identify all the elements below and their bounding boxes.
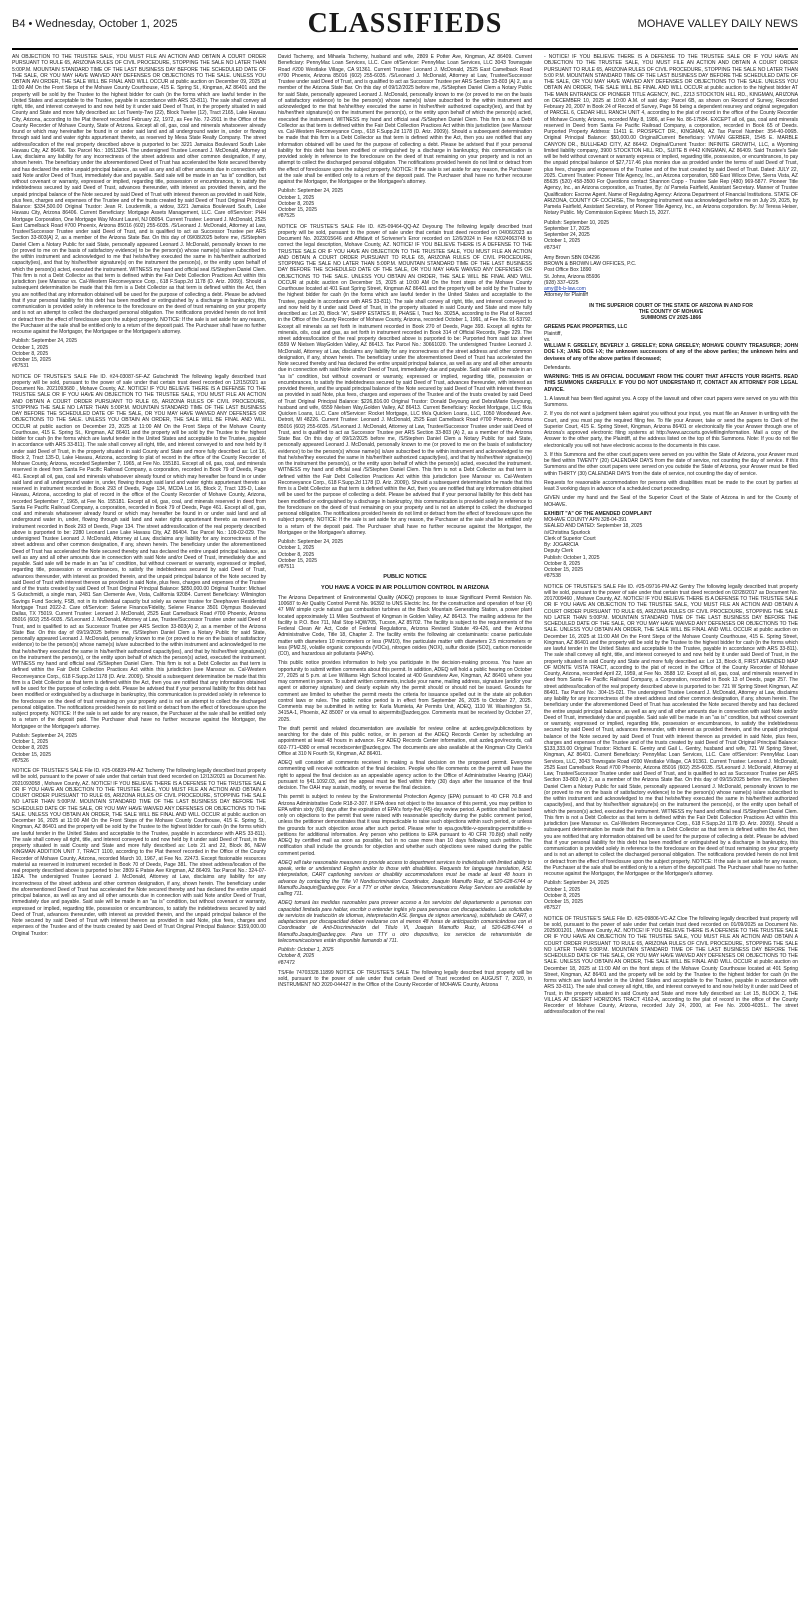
- legal-notice: [544, 584, 798, 912]
- notice-body: NOTICE OF TRUSTEE'S SALE File ID. #25-09716-PM-AZ Gentry The following legally described trust property will be sold, pursuant to the power of sale under that certain trust deed recorded on 02/28/2017 as Document No. 2017009460 , Mohave County, AZ. NOTICE! IF YOU BELIEVE THERE IS A DEFENSE TO THE TRUSTEE SALE OR IF YOU HAVE AN OBJECTION TO THE TRUSTEE SALE, YOU MUST FILE AN ACTION AND OBTAIN A COURT ORDER PURSUANT TO RULE 65, ARIZONA RULES OF CIVIL PROCEDURE, STOPPING THE SALE NO LATER THAN 5:00P.M. MOUNTAIN STANDARD TIME OF THE LAST BUSINESS DAY BEFORE THE SCHEDULED DATE OF THE SALE, OR YOU MAY HAVE WAIVED ANY DEFENSES OR OBJECTIONS TO THE SALE. UNLESS YOU OBTAIN AN ORDER, THE SALE WILL BE FINAL AND WILL OCCUR at public auction on December 16, 2025 at 11:00 AM On the Front Steps of the Mohave County Courthouse, 415 E. Spring Street, Kingman, AZ 86401 and the property will be sold by the Trustee to the highest bidder for cash (in the forms which are lawful tender in the United States and acceptable to the Trustee, payable in accordance with ARS 33-811). The sale shall convey all right, title, and interest conveyed to and now held by it under said Deed of Trust, in the property situated in said County and State and more fully described as: Lot 13, Block 8, FIRST AMENDED MAP OF MONTE VISTA TRACT, according to the plat of record in the Office of the County Recorder of Mohave County, Arizona, recorded April 22, 1959, at Fee No. 3588 1/2. Except all oil, gas, coal, and minerals reserved in deed from Santa Fe Pacific Railroad Company, a Corporation, recorded in Book 13 of Deeds, page 257. The street address/location of the real property described above is purported to be: 721 W Spring Street Kingman, AZ 86401. Tax Parcel No.: 304-15-021. The undersigned Trustee Leonard J. McDonald, Attorney at Law, disclaims any liability for any incorrectness of the street address and other common designation, if any, shown herein. The beneficiary under the aforementioned Deed of Trust has accelerated the Note secured thereby and has declared the entire unpaid principal balance, as well as any and all other amounts due in connection with said Note and/or Deed of Trust, immediately due and payable. Said sale will be made in an "as is" condition, but without covenant or warranty, expressed or implied, regarding title, possession or encumbrances, to satisfy the indebtedness secured by said Deed of Trust, advances thereunder, with interest as provided therein, and the unpaid principal balance of the Note secured by said Deed of Trust with interest thereon as provided in said Note, plus fees, charges and expenses of the Trustee and of the trusts created by said Deed of Trust Original Principal Balance: $133,333.00 Original Trustor: Richard E. Gentry and Gail L. Gentry, husband and wife, 721 W Spring Street, Kingman, AZ 86401. Current Beneficiary: PennyMac Loan Services, LLC. Care of/Servicer: PennyMac Loan Services, LLC, 3043 Townsgate Road #200 Westlake Village, CA 91361. Current Trustee: Leonard J. McDonald, 2525 East Camelback Road #700 Phoenix, Arizona 85016 (602) 255-6035. /S/Leonard J. McDonald, Attorney at Law, Trustee/Successor Trustee under said Deed of Trust, and is qualified to act as Successor Trustee per ARS Section 33-803 (A) 2, as a member of the Arizona State Bar. On this day of 09/15/2025 before me, /S/Stephen Daniel Clem a Notary Public for said State, personally appeared Leonard J. McDonald, personally known to me (or proved to me on the basis of satisfactory evidence) to be the person(s) whose name(s) is/are subscribed to the within instrument and acknowledged to me that he/she/they executed the same in his/her/their authorized capacity(ies), and that by his/her/their signature(s) on the instrument the person(s), or the entity upon behalf of which the person(s) acted, executed the instrument. WITNESS my hand and official seal /S/Stephen Daniel Clem. This firm is not a Debt Collector as that term is defined within the Fair Debt Collection Practices Act within this jurisdiction (see Mansour vs. Cal-Western Reconveyance Corp., 618 F.Supp.2d 1178 (D. Ariz. 2009)). Should a subsequent determination be made that this firm is a Debt Collector as that term is defined within the Act, then you are notified that any information obtained will be used for the purpose of collecting a debt. Please be advised that if your personal liability for this debt has been modified or extinguished by a discharge in bankruptcy, this communication is provided solely in reference to the foreclosure on the deed of trust remaining on your property and is not an attempt to collect the discharged personal obligation. The notifications provided herein do not limit or detract from the effect of foreclosure upon the subject property. NOTICE: If the sale is set aside for any reason, the Purchaser at the sale shall be entitled only to a return of the deposit paid. The Purchaser shall have no further recourse against the Mortgagor, the Mortgagee or the Mortgagee's attorney.: [544, 583, 798, 877]
- notice-id: #87538: [544, 573, 561, 580]
- summons-paragraph: GIVEN under my hand and the Seal of the Superior Court of the State of Arizona in and for the County of MOHAVE.: [544, 495, 798, 508]
- legal-notice: [278, 224, 532, 571]
- publish-date: October 8, 2025: [278, 551, 315, 558]
- notice-paragraph: The Arizona Department of Environmental Quality (ADEQ) proposes to issue Significant Permit Revision No. 100687 to Air Quality Control Permit No. 96392 to UNS Electric Inc. for the construction and operation of four (4) 47 MW simple cycle natural gas combustion turbines at the Black Mountain Generating Station, a power plant located approximately 11 Miles Southwest of Kingman in Golden Valley, AZ 86413. The mailing address for the facility is P.O. Box 711, Mail Stop HQW705, Tucson, AZ 85702. The facility is subject to the requirements of the Federal Clean Air Act, Code of Federal Regulations, Arizona Revised Statute 49-426, and the Arizona Administrative Code, Title 18, Chapter 2. The facility emits the following air contaminants: coarse particulate matter with diameters 10 micrometers or less (PM10), fine particulate matter with diameters 2.5 micrometers or less (PM2.5), volatile organic compounds (VOCs), nitrogen oxides (NOX), sulfur dioxide (SO2), carbon monoxide (CO), and hazardous air pollutants (HAPs).: [278, 594, 532, 657]
- notice-id: #87511: [278, 564, 295, 570]
- legal-notice: [12, 54, 266, 370]
- plaintiff-name: GREENS PEAK PROPERTIES, LLC: [544, 324, 628, 331]
- exhibit-line: By: JOGARCIA: [544, 542, 579, 548]
- publish-date: October 1, 2025: [12, 344, 49, 351]
- attorney-line: BROWN & BROWN LAW OFFICES, P.C.: [544, 261, 637, 267]
- publish-date: Publish: October 1, 2025: [278, 947, 334, 953]
- publish-date: October 1, 2025: [278, 545, 315, 552]
- attorney-line: Attorney for Plaintiff: [544, 292, 588, 299]
- summons-paragraph: 2. If you do not want a judgment taken against you without your input, you must file an Answer in writing with the Court, and you must pay the required filing fee. To file your Answer, take or send the papers to Clerk of the Superior Court, 415 E. Spring Street, Kingman, Arizona 86401 or electronically file your Answer through one of Arizona's approved electronic filing systems at http://www.azcourts.gov/efilinginformation. Mail a copy of the Answer to the other party, the Plaintiff, at the address listed on the top of this Summons. Note: If you do not file electronically you will not have electronic access to the documents in this case.: [544, 411, 798, 449]
- notice-id: #87531: [12, 363, 29, 370]
- publish-date: October 8, 2025: [12, 745, 49, 752]
- exhibit-line: MOHAVE COUNTY APN 328-04-391: [544, 517, 627, 523]
- versus-label: vs.: [544, 336, 551, 343]
- summons-notice: [544, 255, 798, 580]
- attorney-line: Post Office Box 1890: [544, 267, 592, 274]
- publish-date: September 24, 2025: [544, 232, 590, 238]
- public-notice-heading: PUBLIC NOTICE: [383, 574, 427, 581]
- notice-body: NOTICE OF TRUSTEE'S SALE File ID. #25-06839-PM-AZ Tschemy The following legally described trust property will be sold, pursuant to the power of sale under that certain trust deed recorded on 12/13/2021 as Document No. 2021093058 , Mohave County, AZ. NOTICE! IF YOU BELIEVE THERE IS A DEFENSE TO THE TRUSTEE SALE OR IF YOU HAVE AN OBJECTION TO THE TRUSTEE SALE, YOU MUST FILE AN ACTION AND OBTAIN A COURT ORDER PURSUANT TO RULE 65, ARIZONA RULES OF CIVIL PROCEDURE, STOPPING THE SALE NO LATER THAN 5:00P.M. MOUNTAIN STANDARD TIME OF THE LAST BUSINESS DAY BEFORE THE SCHEDULED DATE OF THE SALE, OR YOU MAY HAVE WAIVED ANY DEFENSES OR OBJECTIONS TO THE SALE. UNLESS YOU OBTAIN AN ORDER, THE SALE WILL BE FINAL AND WILL OCCUR at public auction on December 16, 2025 at 11:00 AM On the Front Steps of the Mohave County Courthouse, 415 E. Spring St., Kingman, AZ 86401 and the property will be sold by the Trustee to the highest bidder for cash (in the forms which are lawful tender in the United States and acceptable to the Trustee, payable in accordance with ARS 33-811). The sale shall convey all right, title, and interest conveyed to and now held by it under said Deed of Trust, in the property situated in said County and State and more fully described as: Lots 21 and 22, Block 86, NEW KINGMAN ADDITION UNIT 7, TRACT 1100, according to the Plat thereof recorded in the Office of the County Recorder of Mohave County, Arizona, recorded March 10, 1967, at Fee No. 22473. Except fissionable resources material as reserved in instrument recorded in Book 70 of Deeds, Page 381. The street address/location of the real property described above is purported to be: 2809 E Patsie Ave Kingman, AZ 86409. Tax Parcel No.: 324-07-182A. The undersigned Trustee Leonard J. McDonald, Attorney at Law, disclaims any liability for any incorrectness of the street address and other common designation, if any, shown herein. The beneficiary under the aforementioned Deed of Trust has accelerated the Note secured thereby and has declared the entire unpaid principal balance, as well as any and all other amounts due in connection with said Note and/or Deed of Trust, immediately due and payable. Said sale will be made in an "as is" condition, but without covenant or warranty, expressed or implied, regarding title, possession or encumbrances, to satisfy the indebtedness secured by said Deed of Trust, advances thereunder, with interest as provided therein, and the unpaid principal balance of the Note secured by said Deed of Trust with interest thereon as provided in said Note, plus fees, charges and expenses of the Trustee and of the trusts created by said Deed of Trust Original Principal Balance: $159,000.00 Original Trustor:: [12, 768, 266, 937]
- legal-notice: [12, 768, 266, 937]
- attorney-line: (928) 337-4225: [544, 279, 579, 286]
- publish-date: October 15, 2025: [12, 357, 52, 363]
- publish-date: October 15, 2025: [12, 751, 52, 758]
- notice-body: NOTICE OF TRUSTEE'S SALE File ID. #25-09806-VC-AZ Cloe The following legally described trust property will be sold, pursuant to the power of sale under that certain trust deed recorded on 01/09/2025 as Document No. 2025001201 , Mohave County, AZ. NOTICE! IF YOU BELIEVE THERE IS A DEFENSE TO THE TRUSTEE SALE OR IF YOU HAVE AN OBJECTION TO THE TRUSTEE SALE, YOU MUST FILE AN ACTION AND OBTAIN A COURT ORDER PURSUANT TO RULE 65, ARIZONA RULES OF CIVIL PROCEDURE, STOPPING THE SALE NO LATER THAN 5:00P.M. MOUNTAIN STANDARD TIME OF THE LAST BUSINESS DAY BEFORE THE SCHEDULED DATE OF THE SALE, OR YOU MAY HAVE WAIVED ANY DEFENSES OR OBJECTIONS TO THE SALE. UNLESS YOU OBTAIN AN ORDER, THE SALE WILL BE FINAL AND WILL OCCUR at public auction on December 18, 2025 at 11:00 AM on the front steps of the Mohave County Courthouse located at 401 Spring Street, Kingman, AZ 86401 and the property will be sold by the Trustee to the highest bidder for cash (in the forms which are lawful tender in the United States and acceptable to the Trustee, payable in accordance with ARS 33-811). The sale shall convey all right, title, and interest conveyed to and now held by it under said Deed of Trust, in the property situated in said County and State and more fully described as: Lot 15, BLOCK 2, THE VILLAS AT DESERT HORIZONS TRACT 4162-A, according to the plat of record in the office of the County Recorder of Mohave County, Arizona, recorded July 24, 2000, at Fee No. 2000-40351.. The street address/location of the real: [544, 915, 798, 1016]
- notice-body: NOTICE OF TRUSTEE'S SALE File ID. #25-09464-QQ-AZ Deyoung The following legally described trust property will be sold, pursuant to the power of sale under that certain trust deed recorded on 04/06/2023 as Document No. 2023015646 and Affidavit of Scrivener's Error recorded on 12/6/2024 in Fee #2024063748 to correct the legal description, Mohave County, AZ. NOTICE! IF YOU BELIEVE THERE IS A DEFENSE TO THE TRUSTEE SALE OR IF YOU HAVE AN OBJECTION TO THE TRUSTEE SALE, YOU MUST FILE AN ACTION AND OBTAIN A COURT ORDER PURSUANT TO RULE 65, ARIZONA RULES OF CIVIL PROCEDURE, STOPPING THE SALE NO LATER THAN 5:00P.M. MOUNTAIN STANDARD TIME OF THE LAST BUSINESS DAY BEFORE THE SCHEDULED DATE OF THE SALE, OR YOU MAY HAVE WAIVED ANY DEFENSES OR OBJECTIONS TO THE SALE. UNLESS YOU OBTAIN AN ORDER, THE SALE WILL BE FINAL AND WILL OCCUR at public auction on December 15, 2025 at 10:00 AM On the front steps of the Mohave County Courthouse located at 401 East Spring Street, Kingman AZ 86401 and the property will be sold by the Trustee to the highest bidder for cash (in the forms which are lawful tender in the United States and acceptable to the Trustee, payable in accordance with ARS 33-811). The sale shall convey all right, title, and interest conveyed to and now held by it under said Deed of Trust, in the property situated in said County and State and more fully described as: Lot 20, Block "A", SHIPP ESTATES III, PHASE I, Tract No. 3025A, according to the Plat of Record in the Office of the County Recorder of Mohave County, Arizona, recorded October 1, 1991, at Fee No. 91-53792. Except all minerals as set forth in instrument recorded in Book 270 of Deeds, Page 393. Except all rights for minerals, oils, coal and gas, as set forth in instrument recorded in Book 314 of Official Records, Page 229. The street address/location of the real property described above is purported to be: Purported from said tax sheet 6559 W Nielsen WayGolden Valley, AZ 86413. Tax Parcel No.: 30661020. The undersigned Trustee Leonard J. McDonald, Attorney at Law, disclaims any liability for any incorrectness of the street address and other common designation, if any, shown herein. The beneficiary under the aforementioned Deed of Trust has accelerated the Note secured thereby and has declared the entire unpaid principal balance, as well as any and all other amounts due in connection with said Note and/or Deed of Trust, immediately due and payable. Said sale will be made in an "as is" condition, but without covenant or warranty, expressed or implied, regarding title, possession or encumbrances, to satisfy the indebtedness secured by said Deed of Trust, advances thereunder, with interest as provided therein, and the unpaid principal balance of the Note secured by said Deed of Trust with interest thereon as provided in said Note, plus fees, charges and expenses of the Trustee and of the trusts created by said Deed of Trust Original Principal Balance: $226,816.00 Original Trustor: Donald Deyoung and DebraMarie Deyoung, husband and wife, 6559 Nielsen Way,Golden Valley, AZ 86413. Current Beneficiary: Rocket Mortgage, LLC f/k/a Quicken Loans, LLC. Care of/Servicer: Rocket Mortgage, LLC f/k/a Quicken Loans, LLC, 1050 Woodward Ave. Detroit, MI 48226. Current Trustee: Leonard J. McDonald, 2525 East Camelback Road #700 Phoenix, Arizona 85016 (602) 255-6035. /S/Leonard J. McDonald, Attorney at Law, Trustee/Successor Trustee under said Deed of Trust, and is qualified to act as Successor Trustee per ARS Section 33-803 (A) 2, as a member of the Arizona State Bar. On this day of 09/12/2025 before me, /S/Stephen Daniel Clem a Notary Public for said State, personally appeared Leonard J. McDonald, personally known to me (or proved to me on the basis of satisfactory evidence) to be the person(s) whose name(s) is/are subscribed to the within instrument and acknowledged to me that he/she/they executed the same in his/her/their authorized capacity(ies), and that by his/her/their signature(s) on the instrument the person(s), or the entity upon behalf of which the person(s) acted, executed the instrument. WITNESS my hand and official seal /S/Stephen Daniel Clem. This firm is not a Debt Collector as that term is defined within the Fair Debt Collection Practices Act within this jurisdiction (see Mansour vs. Cal-Western Reconveyance Corp., 618 F.Supp.2d 1178 (D. Ariz. 2009)). Should a subsequent determination be made that this firm is a Debt Collector as that term is defined within the Act, then you are notified that any information obtained will be used for the purpose of collecting a debt. Please be advised that if your personal liability for this debt has been modified or extinguished by a discharge in bankruptcy, this communication is provided solely in reference to the foreclosure on the deed of trust remaining on your property and is not an attempt to collect the discharged personal obligation. The notifications provided herein do not limit or detract from the effect of foreclosure upon the subject property. NOTICE: If the sale is set aside for any reason, the Purchaser at the sale shall be entitled only to a return of the deposit paid. The Purchaser shall have no further recourse against the Mortgagor, the Mortgagee or the Mortgagee's attorney.: [278, 223, 532, 536]
- summons-paragraph: Requests for reasonable accommodation for persons with disabilities must be made to the court by parties at least 3 working days in advance of a scheduled court proceeding.: [544, 479, 798, 492]
- publish-date: October 15, 2025: [544, 567, 584, 573]
- notice-id: #87527: [544, 905, 561, 912]
- column-1: [12, 54, 266, 1610]
- publish-dates: Publish: September 24, 2025: [12, 732, 78, 739]
- notice-body: AN OBJECTION TO THE TRUSTEE SALE, YOU MUST FILE AN ACTION AND OBTAIN A COURT ORDER PURSUANT TO RULE 65, ARIZONA RULES OF CIVIL PROCEDURE, STOPPING THE SALE NO LATER THAN 5:00P.M. MOUNTAIN STANDARD TIME OF THE LAST BUSINESS DAY BEFORE THE SCHEDULED DATE OF THE SALE, OR YOU MAY HAVE WAIVED ANY DEFENSES OR OBJECTIONS TO THE SALE. UNLESS YOU OBTAIN AN ORDER, THE SALE WILL BE FINAL AND WILL OCCUR at public auction on December 09, 2025 at 11:00 AM On the Front Steps of the Mohave County Courthouse, 415 E. Spring St., Kingman, AZ 86401 and the property will be sold by the Trustee to the highest bidder for cash (in the forms which are lawful tender in the United States and acceptable to the Trustee, payable in accordance with ARS 33-811). The sale shall convey all right, title, and interest conveyed to and now held by it under said Deed of Trust, in the property situated in said County and State and more fully described as: Lot Twenty-Two (22), Block Twelve (12), Tract 2165, Lake Havasu City, Arizona, according to the Plat thereof recorded February 22, 1972, as Fee No. 72-2911 in the Office of the County Recorder of Mohave County, State of Arizona. Except all oil, gas, coal and minerals whatsoever already found or which may hereinafter be found in or under said land and all underground water in, under or flowing through said land and water rights appurtenant thereto, as reserved by Mesa State Realty Company. The street address/location of the real property described above is purported to be: 3221 Jamaica Boulevard South Lake Havasu City, AZ 86406. Tax Parcel No.: 10513294. The undersigned Trustee Leonard J. McDonald, Attorney at Law, disclaims any liability for any incorrectness of the street address and other common designation, if any, shown herein. The beneficiary under the aforementioned Deed of Trust has accelerated the Note secured thereby and has declared the entire unpaid principal balance, as well as any and all other amounts due in connection with said Note and/or Deed of Trust, immediately due and payable. Said sale will be made in an "as is" condition, but without covenant or warranty, expressed or implied, regarding title, possession or encumbrances, to satisfy the indebtedness secured by said Deed of Trust, advances thereunder, with interest as provided therein, and the unpaid principal balance of the Note secured by said Deed of Trust with interest thereon as provided in said Note, plus fees, charges and expenses of the Trustee and of the trusts created by said Deed of Trust Original Principal Balance: $334,500.00 Original Trustor: Jean R. Loudermilk, a widow, 3221 Jamaica Boulevard South, Lake Havasu City, Arizona 86406. Current Beneficiary: Mortgage Assets Management, LLC. Care of/Servicer: PHH Mortgage Corporation, One Mortgage Way Mount Laurel, NJ 08054. Current Trustee: Leonard J. McDonald, 2525 East Camelback Road #700 Phoenix, Arizona 85016 (602) 255-6035. /S/Leonard J. McDonald, Attorney at Law, Trustee/Successor Trustee under said Deed of Trust, and is qualified to act as Successor Trustee per ARS Section 33-803(A) 2, as a member of the Arizona State Bar. On this day of 09/08/2025 before me, /S/Stephen Daniel Clem a Notary Public for said State, personally appeared Leonard J. McDonald, personally known to me (or proved to me on the basis of satisfactory evidence) to be the person(s) whose name(s) is/are subscribed to the within instrument and acknowledged to me that he/she/they executed the same in his/her/their authorized capacity(ies), and that by his/her/their signature(s) on the instrument the person(s), or the entity upon behalf of which the person(s) acted, executed the instrument. WITNESS my hand and official seal /S/Stephen Daniel Clem. This firm is not a Debt Collector as that term is defined within the Fair Debt Collection Practices Act within this jurisdiction (see Mansour vs. Cal-Western Reconveyance Corp., 618 F.Supp.2d 1178 (D. Ariz. 2009)). Should a subsequent determination be made that this firm is a Debt Collector as that term is defined within the Act, then you are notified that any information obtained will be used for the purpose of collecting a debt. Please be advised that if your personal liability for this debt has been modified or extinguished by a discharge in bankruptcy, this communication is provided solely in reference to the foreclosure on the deed of trust remaining on your property and is not an attempt to collect the discharged personal obligation. The notifications provided herein do not limit or detract from the effect of foreclosure upon the subject property. NOTICE: If the sale is set aside for any reason, the Purchaser at the sale shall be entitled only to a return of the deposit paid. The Purchaser shall have no further recourse against the Mortgagor, the Mortgagee or the Mortgagee's attorney.: [12, 54, 266, 335]
- summons-paragraph: 1. A lawsuit has been filed against you. A copy of the lawsuit and other court papers were served on you with this Summons.: [544, 395, 798, 408]
- notice-id: #87525: [278, 213, 295, 220]
- legal-notice: [278, 54, 532, 220]
- publish-date: October 8, 2025: [12, 350, 49, 357]
- section-title: CLASSIFIEDS: [307, 8, 503, 39]
- attorney-email-link[interactable]: amy@b-b-law.com: [544, 286, 586, 292]
- publication-name: MOHAVE VALLEY DAILY NEWS: [637, 18, 798, 30]
- publish-date: October 1, 2025: [544, 886, 581, 893]
- notice-paragraph: This permit is subject to review by the Environmental Protection Agency (EPA) pursuant to 40 CFR 70.8 and Arizona Administrative Code R18-2-307. If EPA does not object to the issuance of this permit, you may petition to EPA within sixty (60) days after the expiration of EPA's forty-five (45)-day review period. A petition shall be based only on objections to the permit that were raised with reasonable specificity during the public comment period, unless the petitioner demonstrates that it was impracticable to raise such objections within such period, or unless the grounds for such objection arose after such period. Please refer to epa.gov/title-v-operating-permits/title-v-petitions for additional information. Any person who petitions to EPA pursuant to 40 CFR 70.8(d) shall notify ADEQ by certified mail as soon as possible, but in no case more than 10 days following such petition. The notification shall include the grounds for objection and whether such objections were raised during the public comment period.: [278, 794, 532, 857]
- publish-date: October 8, 2025: [544, 560, 581, 567]
- exhibit-heading: EXHIBIT "A" OF THE AMENDED COMPLAINT: [544, 510, 652, 517]
- publish-date: October 1, 2025: [12, 739, 49, 745]
- classifieds-columns: [12, 54, 798, 1610]
- notice-paragraph-spanish: ADEQ tomará las medidas razonables para proveer acceso a los servicios del departamento a personas con capacidad limitada para hablar, escribir o entender inglés y/o para personas con discapacidades. Las solicitudes de servicios de traducción de idiomas, interpretación ASL (lengua de signos americana), subtitulado de CART, o adaptaciones por discapacidad deben realizarse con al menos 48 horas de anticipación comunicándose con el Coordinador de Anti-Discriminación del Título VI, Joaquin Mamuffo Ruiz, al 520-628-6744 o Mamuffo.Joaquin@azdeq.gov. Para un TTY u otro dispositivo, los servicios de retransmisión de telecomunicaciones están disponible llamando al 711.: [278, 900, 532, 944]
- public-notice-air-permit: [278, 574, 532, 966]
- court-caption: THE COUNTY OF MOHAVE: [638, 308, 704, 315]
- column-2: [278, 54, 532, 1610]
- publish-date: October 15, 2025: [544, 899, 584, 905]
- column-3: [544, 54, 798, 1610]
- defendants-label: Defendants.: [544, 364, 572, 371]
- notice-id: #87472: [278, 959, 295, 966]
- summons-paragraph: 3. If this Summons and the other court papers were served on you within the State of Arizona, your Answer must be filed within TWENTY (20) CALENDAR DAYS from the date of service, not counting the day of service. If this Summons and the other court papers were served on you outside the State of Arizona, your Answer must be filed within THIRTY (30) CALENDAR DAYS from the date of service, not counting the day of service.: [544, 451, 798, 477]
- notice-paragraph: This public notice provides information to help you participate in the decision-making process. You have an opportunity to submit written comments about this permit. In addition, ADEQ will hold a public hearing on October 27, 2025 at 5 p.m. at Lee Williams High School located at 400 Grandview Ave, Kingman, AZ 86401 where you may comment in person. To submit written comments, include your name, mailing address, signature (and/or your agent or attorney signature) and clearly explain why the permit should or should not be issued. Grounds for comment are limited to whether the permit meets the criteria for issuance spelled out in the state air pollution control laws or rules. The public notice period is in effect from September 26, 2025 to October 27, 2025. Comments may be submitted in writing to: Karla Mumieta, Air Permits Unit, ADEQ, 1110 W. Washington St., 3415A-1, Phoenix, AZ 85007 or via email to airpermits@azdeq.gov. Comments must be received by October 27, 2025.: [278, 660, 532, 723]
- publish-date: October 8, 2025: [278, 200, 315, 207]
- publish-date: Publish: September 10, 2025: [544, 219, 610, 226]
- summons-warning: WARNING: THIS IS AN OFFICIAL DOCUMENT FROM THE COURT THAT AFFECTS YOUR RIGHTS. READ THIS SUMMONS CAREFULLY. IF YOU DO NOT UNDERSTAND IT, CONTACT AN ATTORNEY FOR LEGAL ADVICE.: [544, 374, 798, 393]
- page-header: [12, 8, 798, 50]
- publish-date: October 15, 2025: [278, 557, 318, 564]
- plaintiff-label: Plaintiff,: [544, 330, 562, 337]
- notice-id: #87347: [544, 244, 561, 251]
- publish-date: October 1, 2025: [278, 194, 315, 201]
- publish-date: October 15, 2025: [278, 207, 318, 213]
- notice-paragraph: The draft permit and related documentation are available for review online at azdeq.gov/publicnotices by searching for the date of this public notice, or in person at the ADEQ Records Center by scheduling an appointment at least 48 hours in advance. For ADEQ Records Center information, visit azdeq.gov/records, call 602-771-4380 or email recordscenter@azdeq.gov. The documents are also available at the Kingman City Clerk's Office at 310 N Fourth St, Kingman, AZ 86401.: [278, 725, 532, 757]
- exhibit-line: /s/Christina Spurlock: [544, 529, 591, 536]
- publish-date: Publish: September 24, 2025: [278, 539, 344, 545]
- publish-date: October 1, 2025: [544, 238, 581, 245]
- notice-body: David Tschemy, and Mihaela Tschemy, husband and wife, 2809 E Potter Ave, Kingman, AZ 86409. Current Beneficiary: PennyMac Loan Services, LLC. Care of/Servicer: PennyMac Loan Services, LLC 3043 Townsgate Road #200 Westlake Village, CA 91361. Current Trustee: Leonard J. McDonald, 2525 East Camelback Road #700 Phoenix, Arizona 85016 (602) 255-6035. /S/Leonard J. McDonald, Attorney at Law, Trustee/Successor Trustee under said Deed of Trust, and is qualified to act as Successor Trustee per ARS Section 33-803 (A) 2, as a member of the Arizona State Bar. On this day of 09/12/2025 before me, /S/Stephen Daniel Clem a Notary Public for said State, personally appeared Leonard J. McDonald, personally known to me (or proved to me on the basis of satisfactory evidence) to be the person(s) whose name(s) is/are subscribed to the within instrument and acknowledged to me that he/she/they executed the same in his/her/their authorized capacity(ies), and that by his/her/their signature(s) on the instrument the person(s), or the entity upon behalf of which the person(s) acted, executed the instrument. WITNESS my hand and official seal /S/Stephen Daniel Clem. This firm is not a Debt Collector as that term is defined within the Fair Debt Collection Practices Act within this jurisdiction (see Mansour vs. Cal-Western Reconveyance Corp., 618 F.Supp.2d 1178 (D. Ariz. 2009)). Should a subsequent determination be made that this firm is a Debt Collector as that term is defined within the Act, then you are notified that any information obtained will be used for the purpose of collecting a debt. Please be advised that if your personal liability for this debt has been modified or extinguished by a discharge in bankruptcy, this communication is provided solely in reference to the foreclosure on the deed of trust remaining on your property and is not an attempt to collect the discharged personal obligation. The notifications provided herein do not limit or detract from the effect of foreclosure upon the subject property. NOTICE: If the sale is set aside for any reason, the Purchaser at the sale shall be entitled only to a return of the deposit paid. The Purchaser shall have no further recourse against the Mortgagor, the Mortgagee or the Mortgagee's attorney.: [278, 54, 532, 185]
- publish-dates: Publish: September 24, 2025: [12, 338, 78, 345]
- exhibit-line: SEALED AND DATED: September 18, 2025: [544, 523, 643, 530]
- case-number: SUMMONS CV 2025-1866: [640, 315, 702, 321]
- public-notice-subheading: YOU HAVE A VOICE IN AIR POLLUTION CONTROL IN ARIZONA: [320, 584, 490, 591]
- attorney-line: St. Johns, Arizona 85936: [544, 273, 601, 280]
- notice-body: NOTICE OF TRUSTEE'S SALE File ID. #24-03087-SF-AZ Gutschmidt The following legally described trust property will be sold, pursuant to the power of sale under that certain trust deed recorded on 12/15/2021 as Document No. 2021093680 , Mohave County, AZ. NOTICE! IF YOU BELIEVE THERE IS A DEFENSE TO THE TRUSTEE SALE OR IF YOU HAVE AN OBJECTION TO THE TRUSTEE SALE, YOU MUST FILE AN ACTION AND OBTAIN A COURT ORDER PURSUANT TO RULE 65, ARIZONA RULES OF CIVIL PROCEDURE, STOPPING THE SALE NO LATER THAN 5:00P.M. MOUNTAIN STANDARD TIME OF THE LAST BUSINESS DAY BEFORE THE SCHEDULED DATE OF THE SALE, OR YOU MAY HAVE WAIVED ANY DEFENSES OR OBJECTIONS TO THE SALE. UNLESS YOU OBTAIN AN ORDER, THE SALE WILL BE FINAL AND WILL OCCUR at public auction on December 23, 2025 at 11:00 AM On the Front Steps of the Mohave County Courthouse, 415 E. Spring St., Kingman, AZ 86401 and the property will be sold by the Trustee to the highest bidder for cash (in the forms which are lawful tender in the United States and acceptable to the Trustee, payable in accordance with ARS 33-811). The sale shall convey all right, title, and interest conveyed to and now held by it under said Deed of Trust, in the property situated in said County and State and more fully described as: Lot 16, Block 2, Tract 135-D, Lake Havasu, Arizona, according to plat of record in the office of the County Recorder of Mohave County, Arizona, recorded September 7, 1965, at Fee No. 155181. Except all oil, gas, coal, and minerals reserved in deed from Santa Fe Pacific Railroad Company, a corporation, recorded in Book 79 of Deeds, Page 461. Except all oil, gas, coal and minerals whatsoever already found or which may hereafter be found in or under said land and all underground water in, under, flowing through said land and water rights appurtenant thereto as reserved in instrument recorded in Book 293 of Deeds, Page 134, MCDA Lot 16, Block 2, Tract 135-D, Lake Havasu, Arizona, according to plat of record in the office of the County Recorder of Mohave County, Arizona, recorded September 7, 1965, at Fee No. 155181. Except all oil, gas, coal, and minerals reserved in deed from Santa Fe Pacific Railroad Company, a corporation, recorded in Book 79 of Deeds, Page 461. Except all oil, gas, coal and minerals whatsoever already found or which may hereafter be found in or under said land and all underground water in, under, flowing through said land and water rights appurtenant thereto as reserved in instrument recorded in Book 293 of Deeds, Page 134. The street address/location of the real property described above is purported to be: 2280 Leonard Lane Lake Havasu City, AZ 86404. Tax Parcel No.: 109-02-029. The undersigned Trustee Leonard J. McDonald, Attorney at Law, disclaims any liability for any incorrectness of the street address and other common designation, if any, shown herein. The beneficiary under the aforementioned Deed of Trust has accelerated the Note secured thereby and has declared the entire unpaid principal balance, as well as any and all other amounts due in connection with said Note and/or Deed of Trust, immediately due and payable. Said sale will be made in an "as is" condition, but without covenant or warranty, expressed or implied, regarding title, possession or encumbrances, to satisfy the indebtedness secured by said Deed of Trust, advances thereunder, with interest as provided therein, and the unpaid principal balance of the Note secured by said Deed of Trust with interest thereon as provided in said Note, plus fees, charges and expenses of the Trustee and of the trusts created by said Deed of Trust Original Principal Balance: $850,000.00 Original Trustor: Michael S Gutschmidt, a single man, 2481 San Clemente Ave, Vista, California 92084. Current Beneficiary: Wilmington Savings Fund Society, FSB, not in its individual capacity but solely as owner trustee for Deephaven Residential Mortgage Trust 2022-2. Care of/Servicer: Selene Finance/Fidelity, Selene Finance 3501 Olympus Boulevard Dallas, TX 75019. Current Trustee: Leonard J. McDonald, 2525 East Camelback Road #700 Phoenix, Arizona 85016 (602) 255-6035. /S/Leonard J. McDonald, Attorney at Law, Trustee/Successor Trustee under said Deed of Trust, and is qualified to act as Successor Trustee per ARS Section 33-803(A) 2, as a member of the Arizona State Bar. On this day of 09/19/2025 before me, /S/Stephen Daniel Clem a Notary Public for said State, personally appeared Leonard J. McDonald, personally known to me (or proved to me on the basis of satisfactory evidence) to be the person(s) whose name(s) is/are subscribed to the within instrument and acknowledged to me that he/she/they executed the same in his/her/their authorized capacity(ies), and that by his/her/their signature(s) on the instrument the person(s), or the entity upon behalf of which the person(s) acted, executed the instrument. WITNESS my hand and official seal /S/Stephen Daniel Clem. This firm is not a Debt Collector as that term is defined within the Fair Debt Collection Practices Act within this jurisdiction (see Mansour vs. Cal-Western Reconveyance Corp., 618 F.Supp.2d 1178 (D. Ariz. 2009)). Should a subsequent determination be made that this firm is a Debt Collector as that term is defined within the Act, then you are notified that any information obtained will be used for the purpose of collecting a debt. Please be advised that if your personal liability for this debt has been modified or extinguished by a discharge in bankruptcy, this communication is provided solely in reference to the foreclosure on the deed of trust remaining on your property and is not an attempt to collect the discharged personal obligation. The notifications provided herein do not limit or detract from the effect of foreclosure upon the subject property. NOTICE: If the sale is set aside for any reason, the Purchaser at the sale shall be entitled only to a return of the deposit paid. The Purchaser shall have no further recourse against the Mortgagor, the Mortgagee or the Mortgagee's attorney.: [12, 373, 266, 730]
- court-caption: IN THE SUPERIOR COURT OF THE STATE OF ARIZONA IN AND FOR: [589, 302, 753, 309]
- legal-notice: [544, 54, 798, 251]
- notice-paragraph: ADEQ will consider all comments received in making a final decision on the proposed permit. Everyone commenting will receive notification of the final decision. People who file comments on the permit will have the right to appeal the final decision as an appealable agency action to the Office of Administrative Hearing (OAH) pursuant to §41.1092.03, and the appeal must be filed within thirty (30) days after the issuance of the final decision. The OAH may sustain, modify, or reverse the final decision.: [278, 760, 532, 791]
- publish-date: Publish: October 1, 2025: [544, 554, 600, 561]
- attorney-line: Amy Brown SBN 034296: [544, 254, 600, 261]
- publish-date: Publish: September 24, 2025: [278, 188, 344, 195]
- legal-notice: [278, 970, 532, 989]
- publish-date: Publish: September 24, 2025: [544, 880, 610, 887]
- exhibit-line: Clerk of Superior Court: [544, 535, 596, 542]
- page-folio: B4 • Wednesday, October 1, 2025: [12, 18, 178, 30]
- legal-notice: [12, 374, 266, 765]
- exhibit-line: Deputy Clerk: [544, 548, 574, 555]
- notice-id: #87526: [12, 757, 29, 764]
- notice-paragraph-accessibility: ADEQ will take reasonable measures to provide access to department services to individuals with limited ability to speak, write or understand English and/or to those with disabilities. Requests for language translation, ASL interpretation, CART captioning services or disability accommodations must be made at least 48 hours in advance by contacting the Title VI Nondiscrimination Coordinator, Joaquin Mamuffo Ruiz, at 520-628-6744 or Mamuffo.Joaquin@azdeq.gov. For a TTY or other device, Telecommunications Relay Services are available by calling 711.: [278, 859, 532, 897]
- legal-notice: [544, 916, 798, 1016]
- publish-date: October 8, 2025: [544, 892, 581, 899]
- publish-date: September 17, 2025: [544, 225, 590, 232]
- defendants-list: WILLIAM F. GREELEY, BEVERLY J. GREELEY; EDNA GREELEY; MOHAVE COUNTY TREASURER; JOHN DOE I-X; JANE DOE I-X; the unknown successors of any of the above parties; the unknown heirs and devisees of any of the above parties if deceased;: [544, 343, 798, 362]
- publish-date: October 8, 2025: [278, 953, 315, 960]
- notice-body: TS/File 74703328.11899 NOTICE OF TRUSTEE'S SALE The following legally described trust property will be sold, pursuant to the power of sale under that certain Deed of Trust recorded on AUGUST 7, 2020, in INSTRUMENT NO 2020-044427 in the Office of the County Recorder of MOHAVE County, Arizona: [278, 969, 532, 989]
- notice-body: - NOTICE! IF YOU BELIEVE THERE IS A DEFENSE TO THE TRUSTEE SALE OR IF YOU HAVE AN OBJECTION TO THE TRUSTEE SALE, YOU MUST FILE AN ACTION AND OBTAIN A COURT ORDER PURSUANT TO RULE 65, ARIZONA RULES OF CIVIL PROCEDURE, STOPPING THE SALE NO LATER THAN 5:00 P.M. MOUNTAIN STANDARD TIME OF THE LAST BUSINESS DAY BEFORE THE SCHEDULED DATE OF THE SALE, OR YOU MAY HAVE WAIVED ANY DEFENSES OR OBJECTIONS TO THE SALE. UNLESS YOU OBTAIN AN ORDER, THE SALE WILL BE FINAL AND WILL OCCUR at public auction to the highest bidder AT THE MAIN ENTRANCE OF PIONEER TITLE AGENCY, INC., 2213 STOCKTON HILL RD., KINGMAN, ARIZONA on DECEMBER 10, 2025 at 10:00 A.M. of said day: Parcel 6B, as shown on Record of Survey, Recorded February 20, 2007 in Book 24 of Record of Survey, Page 56 being a dependent resurvey and original segregation of PARCEL 6, CEDAR HILL RANCH UNIT 4, according to the plat of record in the office of the County Recorder of Mohave County, Arizona, recorded May 8, 1986, at Fee No. 86-17584. EXCEPT all oil, gas, coal and minerals reserved in Deed from Santa Fe Pacific Railroad Company, a corporation, recorded in Book 65 of Deeds. Purported Property Address: 11411 E. PROSPECT DR., KINGMAN, AZ Tax Parcel Number: 354-40-006B. Original Principal Balance: $50,000.00 Original/Current Beneficiary: VIVIAN GERBER, 1545 E. MARBLE CANYON DR., BULLHEAD CITY, AZ 86442. Original/Current Trustor: INFINITE GROWTH, LLC, a Wyoming limited liability company, 3900 STOCKTON HILL RD., SUITE B #442 KINGMAN, AZ 86409. Said Trustee's Sale will be held without covenant or warranty express or implied, regarding title, possession, or encumbrances, to pay the unpaid principal balance of $27,717.46 plus monies due as provided under the terms of said Deed of Trust, plus fees, charges and expenses of the Trustee and of the trust created by said Deed of Trust. Dated: JULY 22, 2025. Current Trustee: Pioneer Title Agency, Inc., an Arizona corporation, 580 East Wilcox Drive, Sierra Vista, AZ 85635 (520) 458-3500 For Questions contact Shannon Copp - Trustee Sale Rep (480) 969-5877. Pioneer Title Agency, Inc., an Arizona corporation, as Trustee, By: /s/ Pamela Fairfield, Assistant Secretary. Manner of Trustee Qualification: Escrow Agent. Name of Regulating Agency: Arizona Department of Financial Institutions. STATE OF ARIZONA, COUNTY OF COCHISE, The foregoing instrument was acknowledged before me on July 29, 2025, by Pamela Fairfield, Assistant Secretary, of Pioneer Title Agency, Inc., an Arizona corporation. By: /s/ Teresa Heiser, Notary Public. My Commission Expires: March 15, 2027.: [544, 54, 798, 217]
